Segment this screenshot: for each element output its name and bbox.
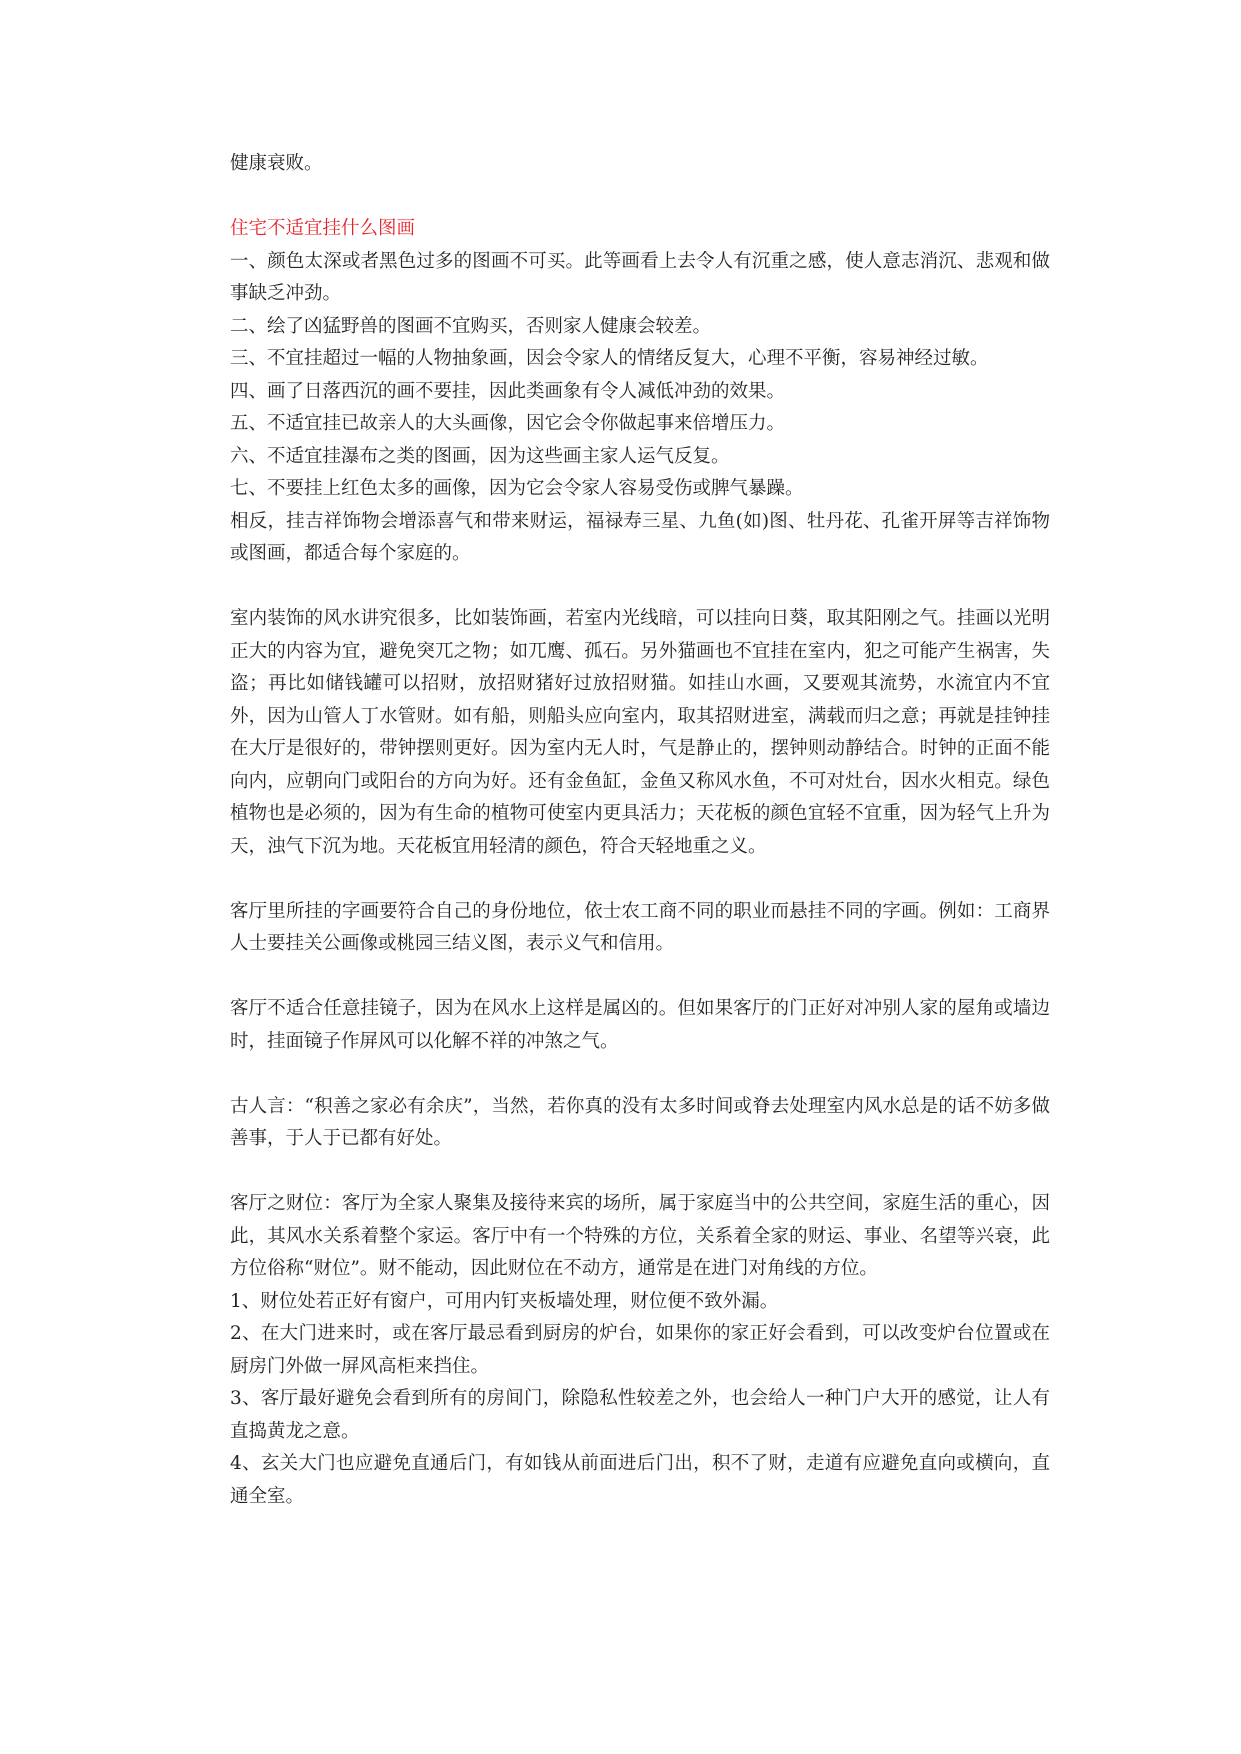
opening-line: 健康衰败。 [230, 153, 323, 174]
spacer [230, 571, 1050, 604]
mirror-paragraph: 客厅不适合任意挂镜子，因为在风水上这样是属凶的。但如果客厅的门正好对冲别人家的屋角或墙边时，挂面镜子作屏风可以化解不祥的冲煞之气。 [230, 998, 1050, 1052]
spacer [230, 961, 1050, 994]
summary-paragraph: 相反，挂吉祥饰物会增添喜气和带来财运，福禄寿三星、九鱼(如)图、牡丹花、孔雀开屏等吉祥饰物或图画，都适合每个家庭的。 [230, 510, 1050, 564]
wealth-list-item: 3、客厅最好避免会看到所有的房间门，除隐私性较差之外，也会给人一种门户大开的感觉，让人有直捣黄龙之意。 [230, 1388, 1050, 1442]
proverb-paragraph: 古人言：“积善之家必有余庆”，当然，若你真的没有太多时间或脊去处理室内风水总是的话不妨多做善事，于人于已都有好处。 [230, 1095, 1050, 1149]
wealth-list-item: 2、在大门进来时，或在客厅最忌看到厨房的炉台，如果你的家正好会看到，可以改变炉台位置或在厨房门外做一屏风高柜来挡住。 [230, 1323, 1050, 1377]
list-item: 四、画了日落西沉的画不要挂，因此类画象有令人减低冲劲的效果。 [230, 380, 786, 402]
list-item: 二、绘了凶猛野兽的图画不宜购买，否则家人健康会较差。 [230, 315, 712, 337]
decor-paragraph: 室内装饰的风水讲究很多，比如装饰画，若室内光线暗，可以挂向日葵，取其阳刚之气。挂画以光明正大的内容为宜，避免突兀之物；如兀鹰、孤石。另外猫画也不宜挂在室内，犯之可能产生祸害，失盗；再比如储钱罐可以招财，放招财猪好过放招财猫。如挂山水画，又要观其流势，水流宜内不宜外，因为山管人丁水管财。如有船，则船头应向室内，取其招财进室，满载而归之意；再就是挂钟挂在大厅是很好的，带钟摆则更好。因为室内无人时，气是静止的，摆钟则动静结合。时钟的正面不能向内，应朝向门或阳台的方向为好。还有金鱼缸，金鱼又称风水鱼，不可对灶台，因水火相克。绿色植物也是必须的，因为有生命的植物可使室内更具活力；天花板的颜色宜轻不宜重，因为轻气上升为天，浊气下沉为地。天花板宜用轻清的颜色，符合天轻地重之义。 [230, 608, 1050, 857]
calligraphy-paragraph: 客厅里所挂的字画要符合自己的身份地位，依士农工商不同的职业而悬挂不同的字画。例如：工商界人士要挂关公画像或桃园三结义图，表示义气和信用。 [230, 900, 1050, 954]
list-item: 三、不宜挂超过一幅的人物抽象画，因会令家人的情绪反复大，心理不平衡，容易神经过敏。 [230, 348, 989, 369]
wealth-list-item: 4、玄关大门也应避免直通后门，有如钱从前面进后门出，积不了财，走道有应避免直向或横向，直通全室。 [230, 1453, 1050, 1507]
spacer [230, 863, 1050, 896]
section-title: 住宅不适宜挂什么图画 [230, 218, 416, 239]
spacer [230, 1058, 1050, 1091]
list-item: 五、不适宜挂已故亲人的大头画像，因它会令你做起事来倍增压力。 [230, 413, 786, 434]
list-item: 六、不适宜挂瀑布之类的图画，因为这些画主家人运气反复。 [230, 445, 730, 467]
list-item: 七、不要挂上红色太多的画像，因为它会令家人容易受伤或脾气暴躁。 [230, 478, 804, 499]
spacer [230, 1156, 1050, 1189]
list-item: 一、颜色太深或者黑色过多的图画不可买。此等画看上去令人有沉重之感，使人意志消沉、悲观和做事缺乏冲劲。 [230, 250, 1050, 304]
wealth-list-item: 1、财位处若正好有窗户，可用内钉夹板墙处理，财位便不致外漏。 [230, 1290, 779, 1312]
wealth-paragraph: 客厅之财位：客厅为全家人聚集及接待来宾的场所，属于家庭当中的公共空间，家庭生活的重心，因此，其风水关系着整个家运。客厅中有一个特殊的方位，关系着全家的财运、事业、名望等兴衰，此方位俗称“财位”。财不能动，因此财位在不动方，通常是在进门对角线的方位。 [230, 1193, 1050, 1279]
spacer [230, 181, 1050, 214]
document-page [230, 148, 1050, 1513]
